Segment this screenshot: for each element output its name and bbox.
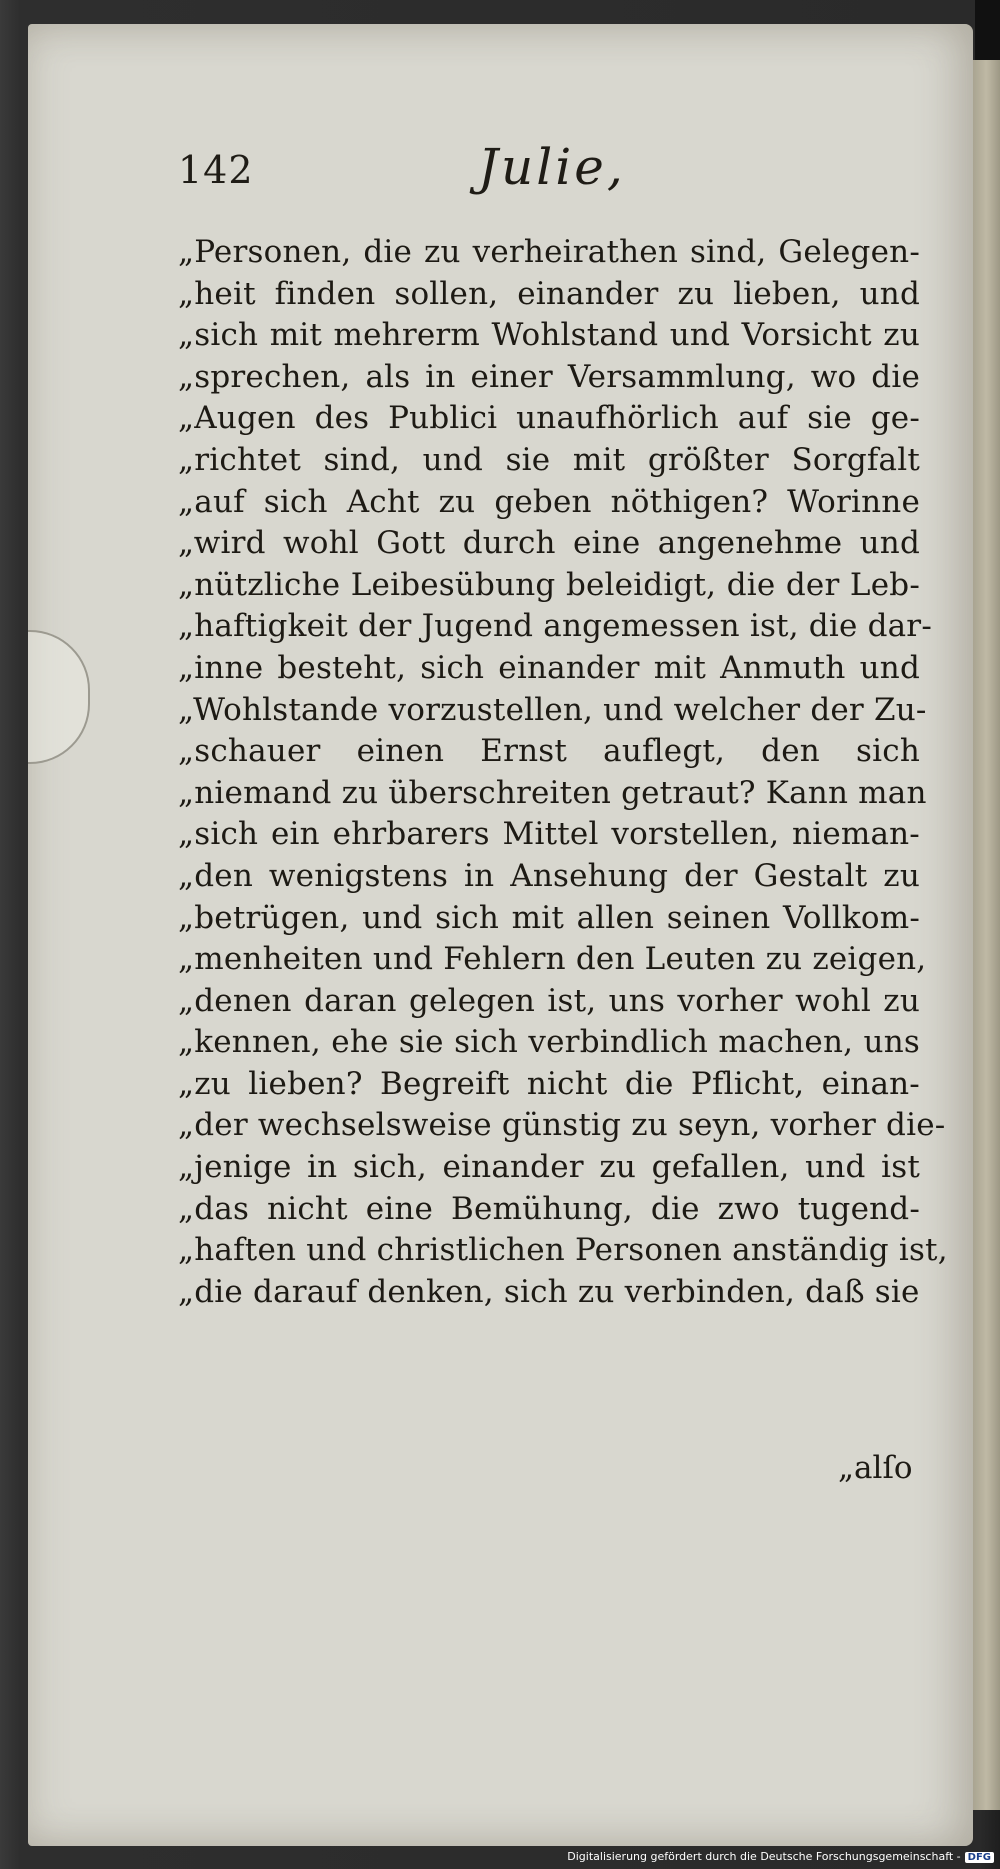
text-line: „heit finden sollen, einander zu lieben, und <box>178 275 920 312</box>
text-line: „Augen des Publici unaufhörlich auf sie ge- <box>178 400 920 437</box>
text-line: „kennen, ehe sie sich verbindlich machen, uns <box>178 1024 920 1061</box>
text-line: „zu lieben? Begreift nicht die Pflicht, einan- <box>178 1065 920 1102</box>
text-line: „menheiten und Fehlern den Leuten zu zeigen, <box>178 941 927 978</box>
text-line: „inne besteht, sich einander mit Anmuth und <box>178 649 920 686</box>
text-line: „haften und christlichen Personen anständig ist, <box>178 1232 948 1269</box>
text-line: „betrügen, und sich mit allen seinen Vollkom- <box>178 899 920 936</box>
text-line: „nützliche Leibesübung beleidigt, die der Leb- <box>178 566 920 603</box>
text-line: „Wohlstande vorzustellen, und welcher der Zu- <box>178 691 927 728</box>
body-text <box>178 232 948 1313</box>
text-line: „auf sich Acht zu geben nöthigen? Worinne <box>178 483 920 520</box>
text-line: „jenige in sich, einander zu gefallen, und ist <box>178 1149 920 1186</box>
text-line: „denen daran gelegen ist, uns vorher wohl zu <box>178 982 920 1019</box>
text-line: „wird wohl Gott durch eine angenehme und <box>178 525 920 562</box>
dfg-logo: DFG <box>965 1852 994 1863</box>
adjacent-page-edge <box>973 60 1000 1810</box>
page-header <box>178 138 918 208</box>
text-line: „sich ein ehrbarers Mittel vorstellen, nieman- <box>178 816 920 853</box>
text-line: „den wenigstens in Ansehung der Gestalt zu <box>178 857 920 894</box>
text-line: „haftigkeit der Jugend angemessen ist, die dar- <box>178 608 932 645</box>
text-line: „der wechselsweise günstig zu seyn, vorher die- <box>178 1107 946 1144</box>
text-line: „niemand zu überschreiten getraut? Kann man <box>178 774 927 811</box>
digitization-credit <box>567 1850 994 1863</box>
text-line: „schauer einen Ernst auflegt, den sich <box>178 733 920 770</box>
text-line: „sprechen, als in einer Versammlung, wo die <box>178 358 920 395</box>
running-title: Julie, <box>478 138 626 196</box>
page-number: 142 <box>178 148 254 192</box>
text-line: „Personen, die zu verheirathen sind, Gelegen- <box>178 234 920 270</box>
credit-text: Digitalisierung gefördert durch die Deutsche Forschungsgemeinschaft - <box>567 1850 961 1863</box>
text-line: „das nicht eine Bemühung, die zwo tugend- <box>178 1190 920 1227</box>
text-line: „die darauf denken, sich zu verbinden, daß sie <box>178 1273 920 1310</box>
text-line: „richtet sind, und sie mit größter Sorgfalt <box>178 441 920 478</box>
text-line: „sich mit mehrerm Wohlstand und Vorsicht zu <box>178 317 920 354</box>
catchword: „alſo <box>838 1450 913 1486</box>
